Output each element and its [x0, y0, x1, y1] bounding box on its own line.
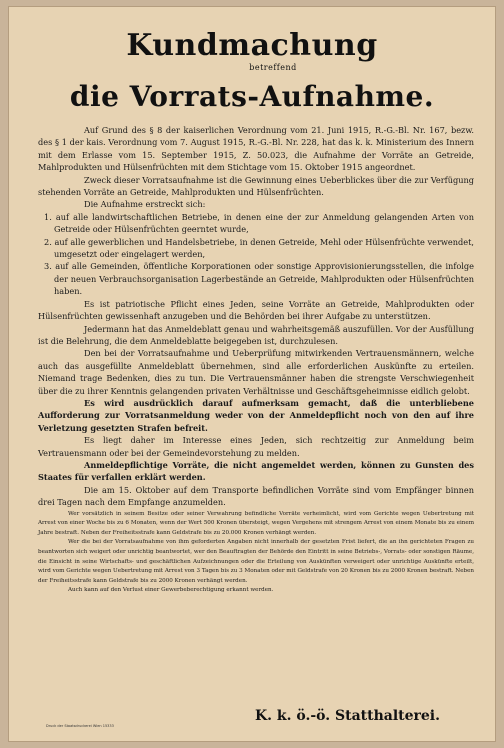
- list-item: 1. auf alle landwirtschaftlichen Betriebe, in denen eine der zur Anmeldung gelangenden Arten von Getreide oder Hülsenfrüchten geerntet wurde,: [44, 211, 474, 235]
- paragraph-legal-basis: Auf Grund des § 8 der kaiserlichen Verordnung vom 21. Juni 1915, R.-G.-Bl. Nr. 167, bezw. des § 1 der kais. Verordnung vom 7. August 1915, R.-G.-Bl. Nr. 228, hat das k. k. Ministerium des Innern mit dem Erlasse vom 15. September 1915, Z. 50.023, die Aufnahme der Vorräte an Getreide, Mahlprodukten und Hülsenfrüchten mit dem Stichtage vom 15. Oktober 1915 angeordnet.: [38, 125, 474, 173]
- penalty-paragraph: Wer die bei der Vorratsaufnahme von ihm geforderten Angaben nicht innerhalb der gesetzten Frist liefert, die an ihn gerichteten Fragen zu beantworten sich weigert oder unrichtig beantwortet, wer den Beauftragten der Behörde den Eintritt in seine Betriebs-, Vorrats- oder sonstigen Räume, die Einsicht in seine Wirtschafts- und geschäftlichen Aufzeichnungen oder die Erteilung von Auskünften verweigert oder unrichtige Auskünfte erteilt, wird vom Gerichte wegen Uebertretung mit Arrest von 3 Tagen bis zu 3 Monaten oder mit Geldstrafe von 20 Kronen bis zu 2000 Kronen bestraft. Neben der Freiheitsstrafe kann Geldstrafe bis zu 2000 Kronen verhängt werden.: [38, 539, 474, 584]
- paragraph-scope-intro: Die Aufnahme erstreckt sich:: [84, 199, 206, 210]
- printer-imprint: Druck der Staatsdruckerei Wien 15333: [46, 724, 114, 728]
- list-item: 3. auf alle Gemeinden, öffentliche Korporationen oder sonstige Approvisionierungsstellen, die infolge der neuen Verbrauchsorganisation Lagerbestände an Getreide, Mahlprodukten oder Hülsenfrüchten haben.: [44, 261, 474, 297]
- paragraph-duty: Es ist patriotische Pflicht eines Jeden, seine Vorräte an Getreide, Mahlprodukten oder Hülsenfrüchten gewissenhaft anzugeben und die Behörden bei ihrer Aufgabe zu unterstützen.: [38, 298, 474, 322]
- paragraph-warning: Es wird ausdrücklich darauf aufmerksam gemacht, daß die unterbliebene Aufforderung zur Vorratsanmeldung weder von der Anmeldepflicht noch von den auf ihre Verletzung gesetzten Strafen befreit.: [38, 397, 474, 433]
- paragraph-trustees: Den bei der Vorratsaufnahme und Ueberprüfung mitwirkenden Vertrauensmännern, welche auch das ausgefüllte Anmeldeblatt übernehmen, sind alle erforderlichen Auskünfte zu erteilen. Niemand trage Bedenken, dies zu tun. Die Vertrauensmänner haben die strengste Verschwiegenheit über die zu ihrer Kenntnis gelangenden privaten Verhältnisse und Geschäftsgeheimnisse eidlich gelobt.: [38, 348, 474, 396]
- subtitle-small: betreffend: [249, 63, 297, 72]
- paragraph-transport: Die am 15. Oktober auf dem Transporte befindlichen Vorräte sind vom Empfänger binnen drei Tagen nach dem Empfange anzumelden.: [38, 484, 474, 508]
- paragraph-purpose: Zweck dieser Vorratsaufnahme ist die Gewinnung eines Ueberblickes über die zur Verfügung stehenden Vorräte an Getreide, Mahlprodukten und Hülsenfrüchten.: [38, 174, 474, 198]
- list-item: 2. auf alle gewerblichen und Handelsbetriebe, in denen Getreide, Mehl oder Hülsenfrüchte verwendet, umgesetzt oder eingelagert werden,: [44, 236, 474, 260]
- penalty-paragraph: Wer vorsätzlich in seinem Besitze oder seiner Verwahrung befindliche Vorräte verheimlicht, wird vom Gerichte wegen Uebertretung mit Arrest von einer Woche bis zu 6 Monaten, wenn der Wert 500 Kronen übersteigt, wegen Vergehens mit strengem Arrest von einem Monate bis zu einem Jahre bestraft. Neben der Freiheitsstrafe kann Geldstrafe bis zu 20.000 Kronen verhängt werden.: [38, 510, 474, 536]
- paragraph-forfeiture: Anmeldepflichtige Vorräte, die nicht angemeldet werden, können zu Gunsten des Staates für verfallen erklärt werden.: [38, 459, 474, 483]
- signature: K. k. ö.-ö. Statthalterei.: [255, 708, 440, 724]
- penalty-paragraph: Auch kann auf den Verlust einer Gewerbeberechtigung erkannt werden.: [68, 587, 274, 594]
- main-heading: die Vorrats-Aufnahme.: [69, 80, 435, 113]
- paragraph-form: Jedermann hat das Anmeldeblatt genau und wahrheitsgemäß auszufüllen. Vor der Ausfüllung ist die Belehrung, die dem Anmeldeblatte beigegeben ist, durchzulesen.: [38, 323, 474, 346]
- body-text: [38, 124, 474, 596]
- poster-sheet: [8, 6, 496, 742]
- page-title: Kundmachung: [126, 28, 378, 63]
- paragraph-interest: Es liegt daher im Interesse eines Jeden, sich rechtzeitig zur Anmeldung beim Vertrauensmann oder bei der Gemeindevorstehung zu melden.: [38, 435, 474, 458]
